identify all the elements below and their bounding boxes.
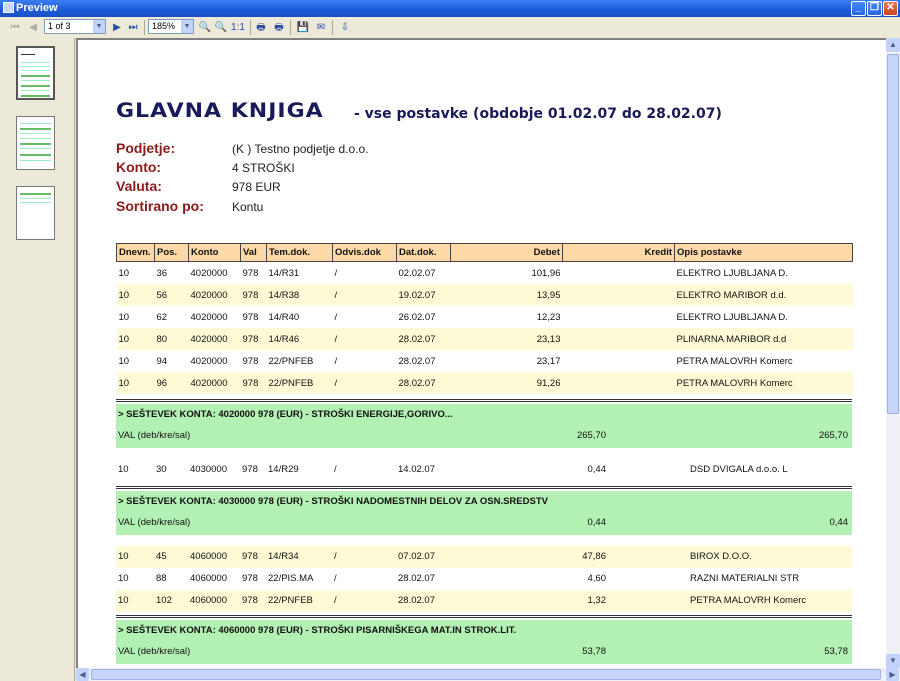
last-page-icon[interactable]: ⏭ <box>128 22 138 33</box>
table-cell: 19.02.07 <box>397 284 451 306</box>
table-cell: 978 <box>242 551 258 562</box>
table-cell: BIROX D.O.O. <box>690 551 752 562</box>
table-cell: 07.02.07 <box>398 551 435 562</box>
table-cell: 94 <box>156 355 168 367</box>
toolbar-separator <box>250 20 251 35</box>
table-cell: / <box>333 372 397 394</box>
summary-debet: 0,44 <box>587 517 606 528</box>
toolbar-separator <box>144 20 145 35</box>
table-cell: 10 <box>117 328 155 350</box>
table-cell: / <box>333 284 397 306</box>
horizontal-scrollbar[interactable] <box>76 668 900 681</box>
col-header: Debet <box>451 244 563 262</box>
field-label-currency: Valuta: <box>116 178 162 194</box>
table-cell: 47,86 <box>582 551 606 562</box>
table-cell: 26.02.07 <box>398 311 436 323</box>
table-cell: 1,32 <box>587 595 606 606</box>
table-cell: 88 <box>156 573 167 584</box>
toolbar-separator <box>290 20 291 35</box>
col-header: Val <box>241 244 267 262</box>
zoom-display: 185% <box>152 21 176 31</box>
table-cell: 14/R31 <box>268 267 300 279</box>
table-cell: 56 <box>155 284 189 306</box>
table-cell <box>563 306 675 328</box>
table-cell: ELEKTRO LJUBLJANA D. <box>676 267 788 279</box>
table-cell: PLINARNA MARIBOR d.d <box>675 328 853 350</box>
account-summary <box>116 620 852 664</box>
table-row <box>117 306 853 328</box>
table-row <box>116 568 852 590</box>
table-cell: 30 <box>156 464 167 475</box>
report-page <box>78 40 886 668</box>
page-thumbnail-2[interactable] <box>16 116 55 170</box>
table-cell: 22/PIS.MA <box>268 573 314 584</box>
table-cell: ELEKTRO MARIBOR d.d. <box>675 284 853 306</box>
window-title: Preview <box>16 2 58 14</box>
title-bar <box>0 0 900 17</box>
summary-saldo: 265,70 <box>818 430 848 441</box>
table-cell: 0,44 <box>587 464 606 475</box>
table-cell: 101,96 <box>531 267 561 279</box>
table-cell: / <box>334 573 337 584</box>
table-cell: 22/PNFEB <box>268 355 314 367</box>
table-row <box>117 372 853 394</box>
save-icon[interactable]: 💾 <box>296 22 310 33</box>
table-cell: 91,26 <box>451 372 563 394</box>
summary-saldo: 0,44 <box>829 517 848 528</box>
table-cell: 102 <box>156 595 172 606</box>
table-cell: 23,17 <box>536 355 561 367</box>
summary-label: VAL (deb/kre/sal) <box>118 646 191 657</box>
table-cell: DSD DVIGALA d.o.o. L <box>690 464 788 475</box>
table-cell: 10 <box>118 595 129 606</box>
table-cell: 14.02.07 <box>398 464 435 475</box>
table-header <box>117 244 853 262</box>
account-summary <box>116 491 852 535</box>
divider <box>116 615 852 618</box>
table-cell: 14/R38 <box>267 284 333 306</box>
table-cell <box>563 328 675 350</box>
col-header: Dat.dok. <box>397 244 451 262</box>
zoom-in-icon[interactable]: 🔍 <box>198 22 212 33</box>
table-cell: 4060000 <box>190 595 227 606</box>
preview-area <box>76 38 886 668</box>
table-cell: 02.02.07 <box>398 267 436 279</box>
table-cell: / <box>334 551 337 562</box>
table-cell: RAZNI MATERIALNI STR <box>690 573 800 584</box>
table-cell: 4020000 <box>190 267 228 279</box>
app-icon <box>3 2 14 13</box>
field-value-sort: Kontu <box>232 200 264 214</box>
table-cell: / <box>334 311 338 323</box>
table-row <box>116 459 852 481</box>
table-cell: 4060000 <box>190 573 227 584</box>
table-cell: 4060000 <box>190 551 227 562</box>
table-cell: PETRA MALOVRH Komerc <box>690 595 807 606</box>
table-cell: 10 <box>117 372 155 394</box>
table-cell: 10 <box>118 551 129 562</box>
table-cell: 978 <box>242 573 258 584</box>
table-cell: / <box>334 267 338 279</box>
table-cell <box>563 262 675 285</box>
table-row <box>117 328 853 350</box>
summary-header: > SEŠTEVEK KONTA: 4020000 978 (EUR) - STROŠKI ENERGIJE,GORIVO... <box>118 409 453 420</box>
col-header: Pos. <box>155 244 189 262</box>
table-cell: 12,23 <box>536 311 561 323</box>
actual-size-button[interactable]: 1:1 <box>231 22 245 33</box>
table-cell: 28.02.07 <box>397 372 451 394</box>
col-header: Tem.dok. <box>267 244 333 262</box>
table-cell: 10 <box>118 311 130 323</box>
table-cell: 978 <box>241 328 267 350</box>
table-cell: 10 <box>118 464 129 475</box>
print-setup-icon[interactable]: 🖶 <box>274 22 284 33</box>
toolbar <box>0 17 900 39</box>
table-cell: 4020000 <box>190 355 228 367</box>
table-cell: ELEKTRO LJUBLJANA D. <box>676 311 788 323</box>
divider <box>116 486 852 489</box>
table-cell <box>563 372 675 394</box>
table-cell: 4020000 <box>189 284 241 306</box>
prev-page-icon[interactable]: ◀ <box>29 22 37 33</box>
field-label-account: Konto: <box>116 159 162 175</box>
table-cell: 4030000 <box>190 464 227 475</box>
scroll-up-icon[interactable]: ▲ <box>886 38 900 52</box>
table-cell: 28.02.07 <box>398 573 435 584</box>
table-cell: 28.02.07 <box>398 355 436 367</box>
field-value-account: 4 STROŠKI <box>232 161 295 175</box>
account-summary <box>116 404 852 448</box>
table-cell: 10 <box>117 284 155 306</box>
report-title: GLAVNA KNJIGA <box>116 100 324 123</box>
table-cell: 23,13 <box>451 328 563 350</box>
summary-header: > SEŠTEVEK KONTA: 4030000 978 (EUR) - STROŠKI NADOMESTNIH DELOV ZA OSN.SREDSTV <box>118 496 548 507</box>
field-label-sort: Sortirano po: <box>116 198 204 214</box>
table-row <box>117 262 853 285</box>
table-cell <box>563 350 675 372</box>
field-value-currency: 978 EUR <box>232 180 281 194</box>
table-row <box>117 350 853 372</box>
first-page-icon[interactable]: ⏮ <box>10 22 20 33</box>
table-cell: / <box>334 355 338 367</box>
table-cell: 96 <box>155 372 189 394</box>
ledger-table <box>116 243 853 394</box>
table-row <box>117 284 853 306</box>
maximize-button[interactable]: ❐ <box>867 1 882 16</box>
vertical-scroll-thumb[interactable] <box>887 54 899 414</box>
col-header: Opis postavke <box>675 244 853 262</box>
col-header: Odvis.dok <box>333 244 397 262</box>
page-selector[interactable] <box>44 19 106 34</box>
table-cell: 14/R40 <box>268 311 300 323</box>
table-row <box>116 546 852 568</box>
summary-saldo: 53,78 <box>824 646 848 657</box>
page-display: 1 of 3 <box>48 21 71 31</box>
export-icon[interactable]: ⇩ <box>340 22 350 33</box>
table-cell: 4020000 <box>189 328 241 350</box>
table-cell: 978 <box>242 595 258 606</box>
table-cell: 22/PNFEB <box>267 372 333 394</box>
chevron-down-icon[interactable]: ▼ <box>181 20 193 33</box>
table-cell: 36 <box>156 267 168 279</box>
table-cell: 4,60 <box>587 573 606 584</box>
table-cell: 14/R46 <box>267 328 333 350</box>
scroll-right-icon[interactable]: ▶ <box>886 668 899 681</box>
table-cell: 28.02.07 <box>398 595 435 606</box>
table-cell: 978 <box>242 464 258 475</box>
scroll-left-icon[interactable]: ◀ <box>76 668 89 681</box>
close-button[interactable]: ✕ <box>883 1 898 16</box>
minimize-button[interactable]: _ <box>851 1 866 16</box>
scroll-down-icon[interactable]: ▼ <box>886 654 900 668</box>
table-cell: 978 <box>242 311 259 323</box>
page-thumbnail-1[interactable] <box>16 46 55 100</box>
summary-label: VAL (deb/kre/sal) <box>118 430 191 441</box>
table-cell: 978 <box>242 355 259 367</box>
next-page-icon[interactable]: ▶ <box>113 22 121 33</box>
field-label-company: Podjetje: <box>116 140 176 156</box>
table-cell: 22/PNFEB <box>268 595 313 606</box>
table-cell: PETRA MALOVRH Komerc <box>676 355 793 367</box>
thumbnail-panel <box>0 38 75 681</box>
table-cell: 10 <box>118 267 130 279</box>
vertical-scrollbar[interactable] <box>886 38 900 668</box>
horizontal-scroll-thumb[interactable] <box>91 669 881 680</box>
table-cell: / <box>334 595 337 606</box>
table-cell: PETRA MALOVRH Komerc <box>675 372 853 394</box>
table-cell: 978 <box>241 284 267 306</box>
print-icon[interactable]: 🖶 <box>256 22 266 33</box>
zoom-selector[interactable] <box>148 19 194 34</box>
page-thumbnail-3[interactable] <box>16 186 55 240</box>
summary-header: > SEŠTEVEK KONTA: 4060000 978 (EUR) - STROŠKI PISARNIŠKEGA MAT.IN STROK.LIT. <box>118 625 517 636</box>
report-subtitle: - vse postavke (obdobje 01.02.07 do 28.02.07) <box>354 106 722 122</box>
table-cell: 45 <box>156 551 167 562</box>
table-cell: 978 <box>242 267 259 279</box>
table-cell: 28.02.07 <box>397 328 451 350</box>
toolbar-separator <box>332 20 333 35</box>
table-cell: 62 <box>156 311 168 323</box>
table-cell: 10 <box>118 573 129 584</box>
table-cell: 13,95 <box>451 284 563 306</box>
table-cell: 80 <box>155 328 189 350</box>
summary-label: VAL (deb/kre/sal) <box>118 517 191 528</box>
table-cell: / <box>333 328 397 350</box>
table-cell: / <box>334 464 337 475</box>
table-cell: 4020000 <box>189 372 241 394</box>
table-cell: 978 <box>241 372 267 394</box>
table-cell: 10 <box>118 355 130 367</box>
col-header: Dnevn. <box>117 244 155 262</box>
chevron-down-icon[interactable]: ▼ <box>93 20 105 33</box>
summary-debet: 265,70 <box>576 430 606 441</box>
table-cell: 14/R29 <box>268 464 299 475</box>
summary-debet: 53,78 <box>582 646 606 657</box>
field-value-company: (K ) Testno podjetje d.o.o. <box>232 142 369 156</box>
zoom-out-icon[interactable]: 🔍 <box>214 22 228 33</box>
col-header: Konto <box>189 244 241 262</box>
divider <box>116 399 852 402</box>
col-header: Kredit <box>563 244 675 262</box>
table-row <box>116 590 852 612</box>
mail-icon[interactable]: ✉ <box>316 22 326 33</box>
table-cell <box>563 284 675 306</box>
table-cell: 14/R34 <box>268 551 299 562</box>
table-cell: 4020000 <box>190 311 228 323</box>
